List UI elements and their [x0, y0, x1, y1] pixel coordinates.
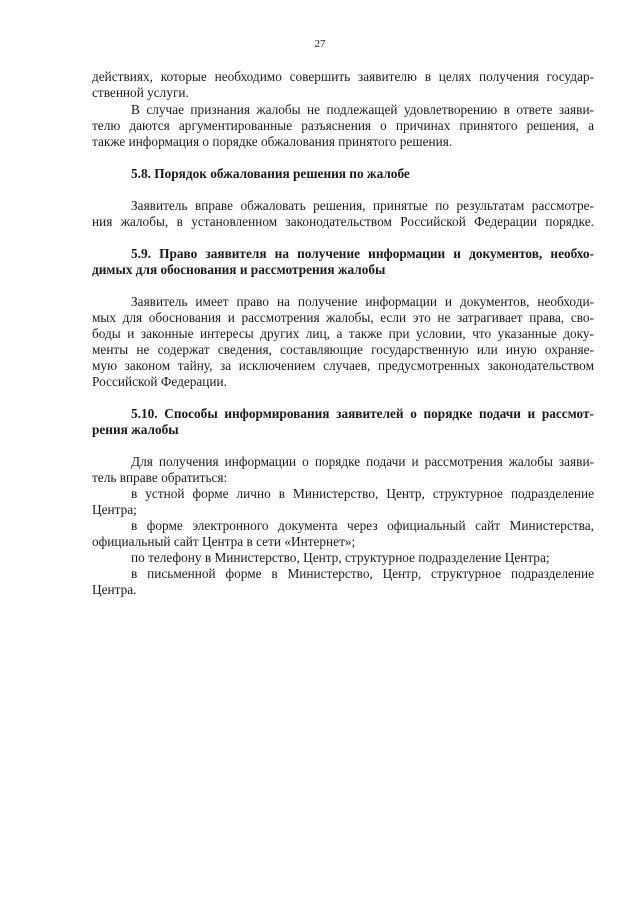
page-number: 27	[314, 38, 326, 50]
list-item-cont: Центра;	[92, 502, 137, 517]
section-heading-5-8: 5.8. Порядок обжалования решения по жалобе	[131, 166, 410, 181]
body-line: мых для обоснования и рассмотрения жалобы, если это не затрагивает права, сво-	[92, 310, 594, 325]
body-line: менты не содержат сведения, составляющие государственную или иную охраняе-	[92, 342, 594, 357]
list-item: в устной форме лично в Министерство, Центр, структурное подразделение	[131, 486, 594, 501]
body-line: мую законом тайну, за исключением случаев, предусмотренных законодательством	[92, 358, 594, 373]
body-line: В случае признания жалобы не подлежащей удовлетворению в ответе заяви-	[131, 102, 594, 117]
section-heading-5-9-cont: димых для обоснования и рассмотрения жалобы	[92, 262, 386, 277]
section-heading-5-10-cont: рения жалобы	[92, 422, 179, 437]
section-heading-5-9: 5.9. Право заявителя на получение информации и документов, необхо-	[131, 246, 594, 261]
body-line: Заявитель вправе обжаловать решения, принятые по результатам рассмотре-	[131, 198, 594, 213]
body-line: боды и законные интересы других лиц, а также при условии, что указанные доку-	[92, 326, 594, 341]
body-line: телю даются аргументированные разъяснения о причинах принятого решения, а	[92, 118, 594, 133]
list-item-cont: официальный сайт Центра в сети «Интернет»;	[92, 534, 356, 549]
body-line: тель вправе обратиться:	[92, 470, 228, 485]
body-line: также информация о порядке обжалования принятого решения.	[92, 134, 453, 149]
body-line: Для получения информации о порядке подачи и рассмотрения жалобы заяви-	[131, 454, 594, 469]
body-line: Российской Федерации.	[92, 374, 227, 389]
list-item-cont: Центра.	[92, 582, 137, 597]
list-item: в письменной форме в Министерство, Центр, структурное подразделение	[131, 566, 594, 581]
section-heading-5-10: 5.10. Способы информирования заявителей о порядке подачи и рассмот-	[131, 406, 594, 421]
body-line: действиях, которые необходимо совершить заявителю в целях получения государ-	[92, 69, 594, 84]
list-item: в форме электронного документа через официальный сайт Министерства,	[131, 518, 594, 533]
body-line: ственной услуги.	[92, 85, 189, 100]
body-line: Заявитель имеет право на получение информации и документов, необходи-	[131, 294, 594, 309]
list-item: по телефону в Министерство, Центр, структурное подразделение Центра;	[131, 550, 550, 565]
body-line: ния жалобы, в установленном законодательством Российской Федерации порядке.	[92, 214, 594, 229]
